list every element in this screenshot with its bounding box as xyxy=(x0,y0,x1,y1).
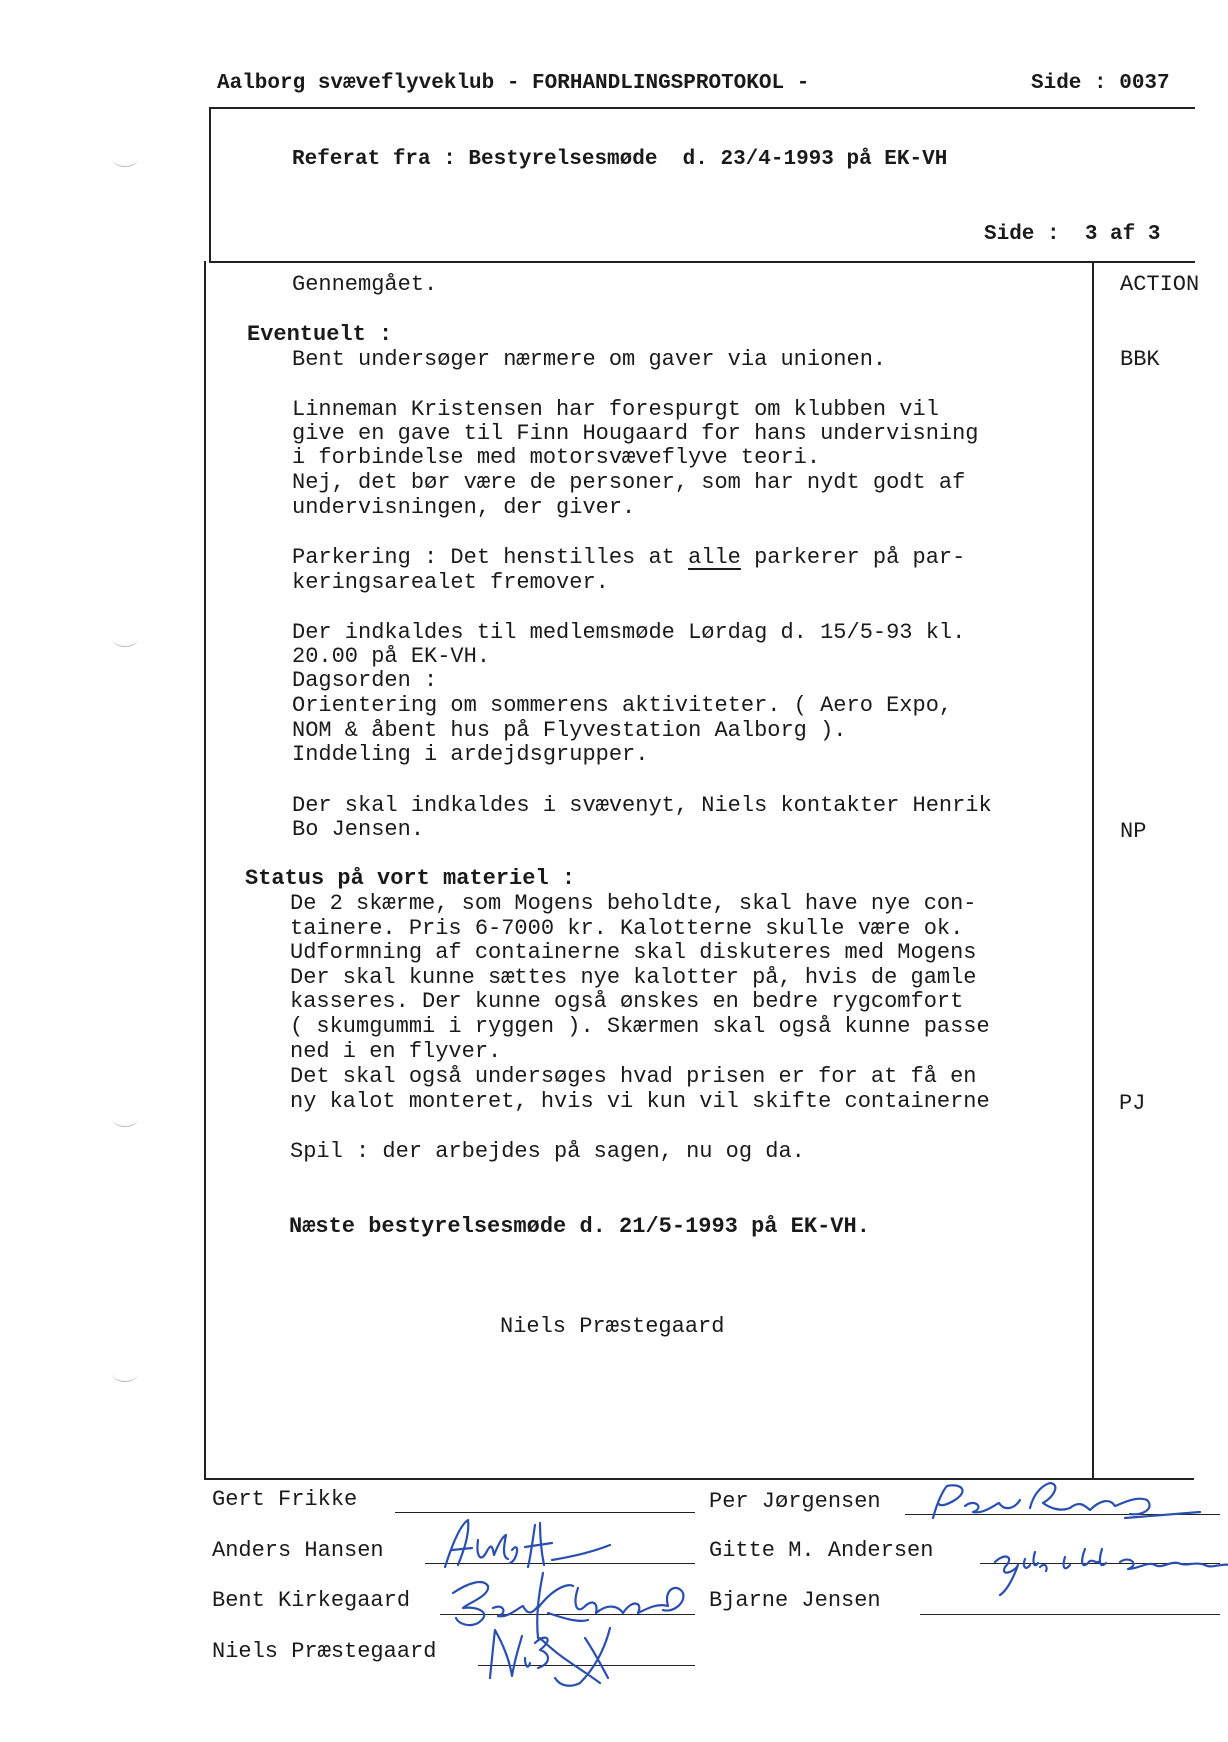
body-line: Det skal også undersøges hvad prisen er for at få en xyxy=(290,1064,977,1089)
action-initials-pj: PJ xyxy=(1119,1091,1146,1116)
club-title: Aalborg svæveflyveklub - FORHANDLINGSPROTOKOL - xyxy=(217,72,810,95)
section-heading-status: Status på vort materiel : xyxy=(245,866,576,891)
signature-anders-hansen xyxy=(440,1515,620,1575)
body-line: Inddeling i ardejdsgrupper. xyxy=(292,742,649,767)
body-line: Nej, det bør være de personer, som har nydt godt af xyxy=(292,470,966,495)
punch-hole-mark xyxy=(112,150,138,167)
section-heading-eventuelt: Eventuelt : xyxy=(247,322,393,347)
body-line: ned i en flyver. xyxy=(290,1039,502,1064)
signature-per-jorgensen xyxy=(925,1478,1205,1528)
body-line: keringsarealet fremover. xyxy=(292,570,609,595)
signature-gitte-andersen xyxy=(990,1537,1228,1597)
action-initials-np: NP xyxy=(1120,819,1147,844)
action-column-divider xyxy=(1092,261,1094,1480)
signatory-name: Bent Kirkegaard xyxy=(212,1588,411,1613)
author-name: Niels Præstegaard xyxy=(500,1314,725,1339)
body-line: Gennemgået. xyxy=(292,272,438,297)
signatory-name: Gitte M. Andersen xyxy=(709,1538,934,1563)
signatory-name: Gert Frikke xyxy=(212,1487,358,1512)
signatory-name: Per Jørgensen xyxy=(709,1489,881,1514)
signatory-name: Niels Præstegaard xyxy=(212,1639,437,1664)
body-line: kasseres. Der kunne også ønskes en bedre rygcomfort xyxy=(290,989,964,1014)
body-line: undervisningen, der giver. xyxy=(292,495,636,520)
signature-line xyxy=(395,1512,695,1513)
parkering-text: Parkering : Det henstilles at xyxy=(292,545,689,570)
body-line: Bent undersøger nærmere om gaver via unionen. xyxy=(292,347,887,372)
signature-line xyxy=(920,1614,1220,1615)
body-line: give en gave til Finn Hougaard for hans undervisning xyxy=(292,421,979,446)
frame-left-lower xyxy=(204,261,206,1480)
underlined-word: alle xyxy=(688,545,741,570)
signature-niels-praestegaard xyxy=(480,1608,660,1698)
sub-page-number: Side : 3 af 3 xyxy=(984,223,1161,246)
punch-hole-mark xyxy=(112,1110,138,1127)
signatory-name: Bjarne Jensen xyxy=(709,1588,881,1613)
body-line: Udformning af containerne skal diskuteres med Mogens xyxy=(290,940,977,965)
next-meeting: Næste bestyrelsesmøde d. 21/5-1993 på EK-VH. xyxy=(289,1214,870,1239)
frame-top xyxy=(209,107,1195,109)
signatory-name: Anders Hansen xyxy=(212,1538,384,1563)
body-line: Bo Jensen. xyxy=(292,817,425,842)
body-line: Linneman Kristensen har forespurgt om klubben vil xyxy=(292,397,939,422)
body-line: Der skal indkaldes i svævenyt, Niels kontakter Henrik xyxy=(292,793,992,818)
body-line: tainere. Pris 6-7000 kr. Kalotterne skulle være ok. xyxy=(290,916,964,941)
body-line: 20.00 på EK-VH. xyxy=(292,644,491,669)
body-line: Orientering om sommerens aktiviteter. ( Aero Expo, xyxy=(292,693,953,718)
punch-hole-mark xyxy=(112,630,138,647)
punch-hole-mark xyxy=(112,1365,138,1382)
body-line: Dagsorden : xyxy=(292,668,438,693)
body-line: i forbindelse med motorsvæveflyve teori. xyxy=(292,445,821,470)
body-line: Der skal kunne sættes nye kalotter på, hvis de gamle xyxy=(290,965,977,990)
body-line-parkering xyxy=(292,546,965,571)
body-line: ( skumgummi i ryggen ). Skærmen skal også kunne passe xyxy=(290,1014,990,1039)
body-line: Der indkaldes til medlemsmøde Lørdag d. 15/5-93 kl. xyxy=(292,620,966,645)
body-line: NOM & åbent hus på Flyvestation Aalborg ). xyxy=(292,718,847,743)
meeting-title: Referat fra : Bestyrelsesmøde d. 23/4-1993 på EK-VH xyxy=(292,148,948,171)
action-initials-bbk: BBK xyxy=(1120,347,1160,372)
page-number: Side : 0037 xyxy=(1031,72,1170,95)
body-line: De 2 skærme, som Mogens beholdte, skal have nye con- xyxy=(290,891,977,916)
body-line: Spil : der arbejdes på sagen, nu og da. xyxy=(290,1139,805,1164)
body-line: ny kalot monteret, hvis vi kun vil skifte containerne xyxy=(290,1089,990,1114)
parkering-text-end: parkerer på par- xyxy=(740,545,966,570)
frame-divider xyxy=(209,261,1195,263)
frame-left-upper xyxy=(209,107,211,263)
action-header: ACTION xyxy=(1120,272,1200,297)
